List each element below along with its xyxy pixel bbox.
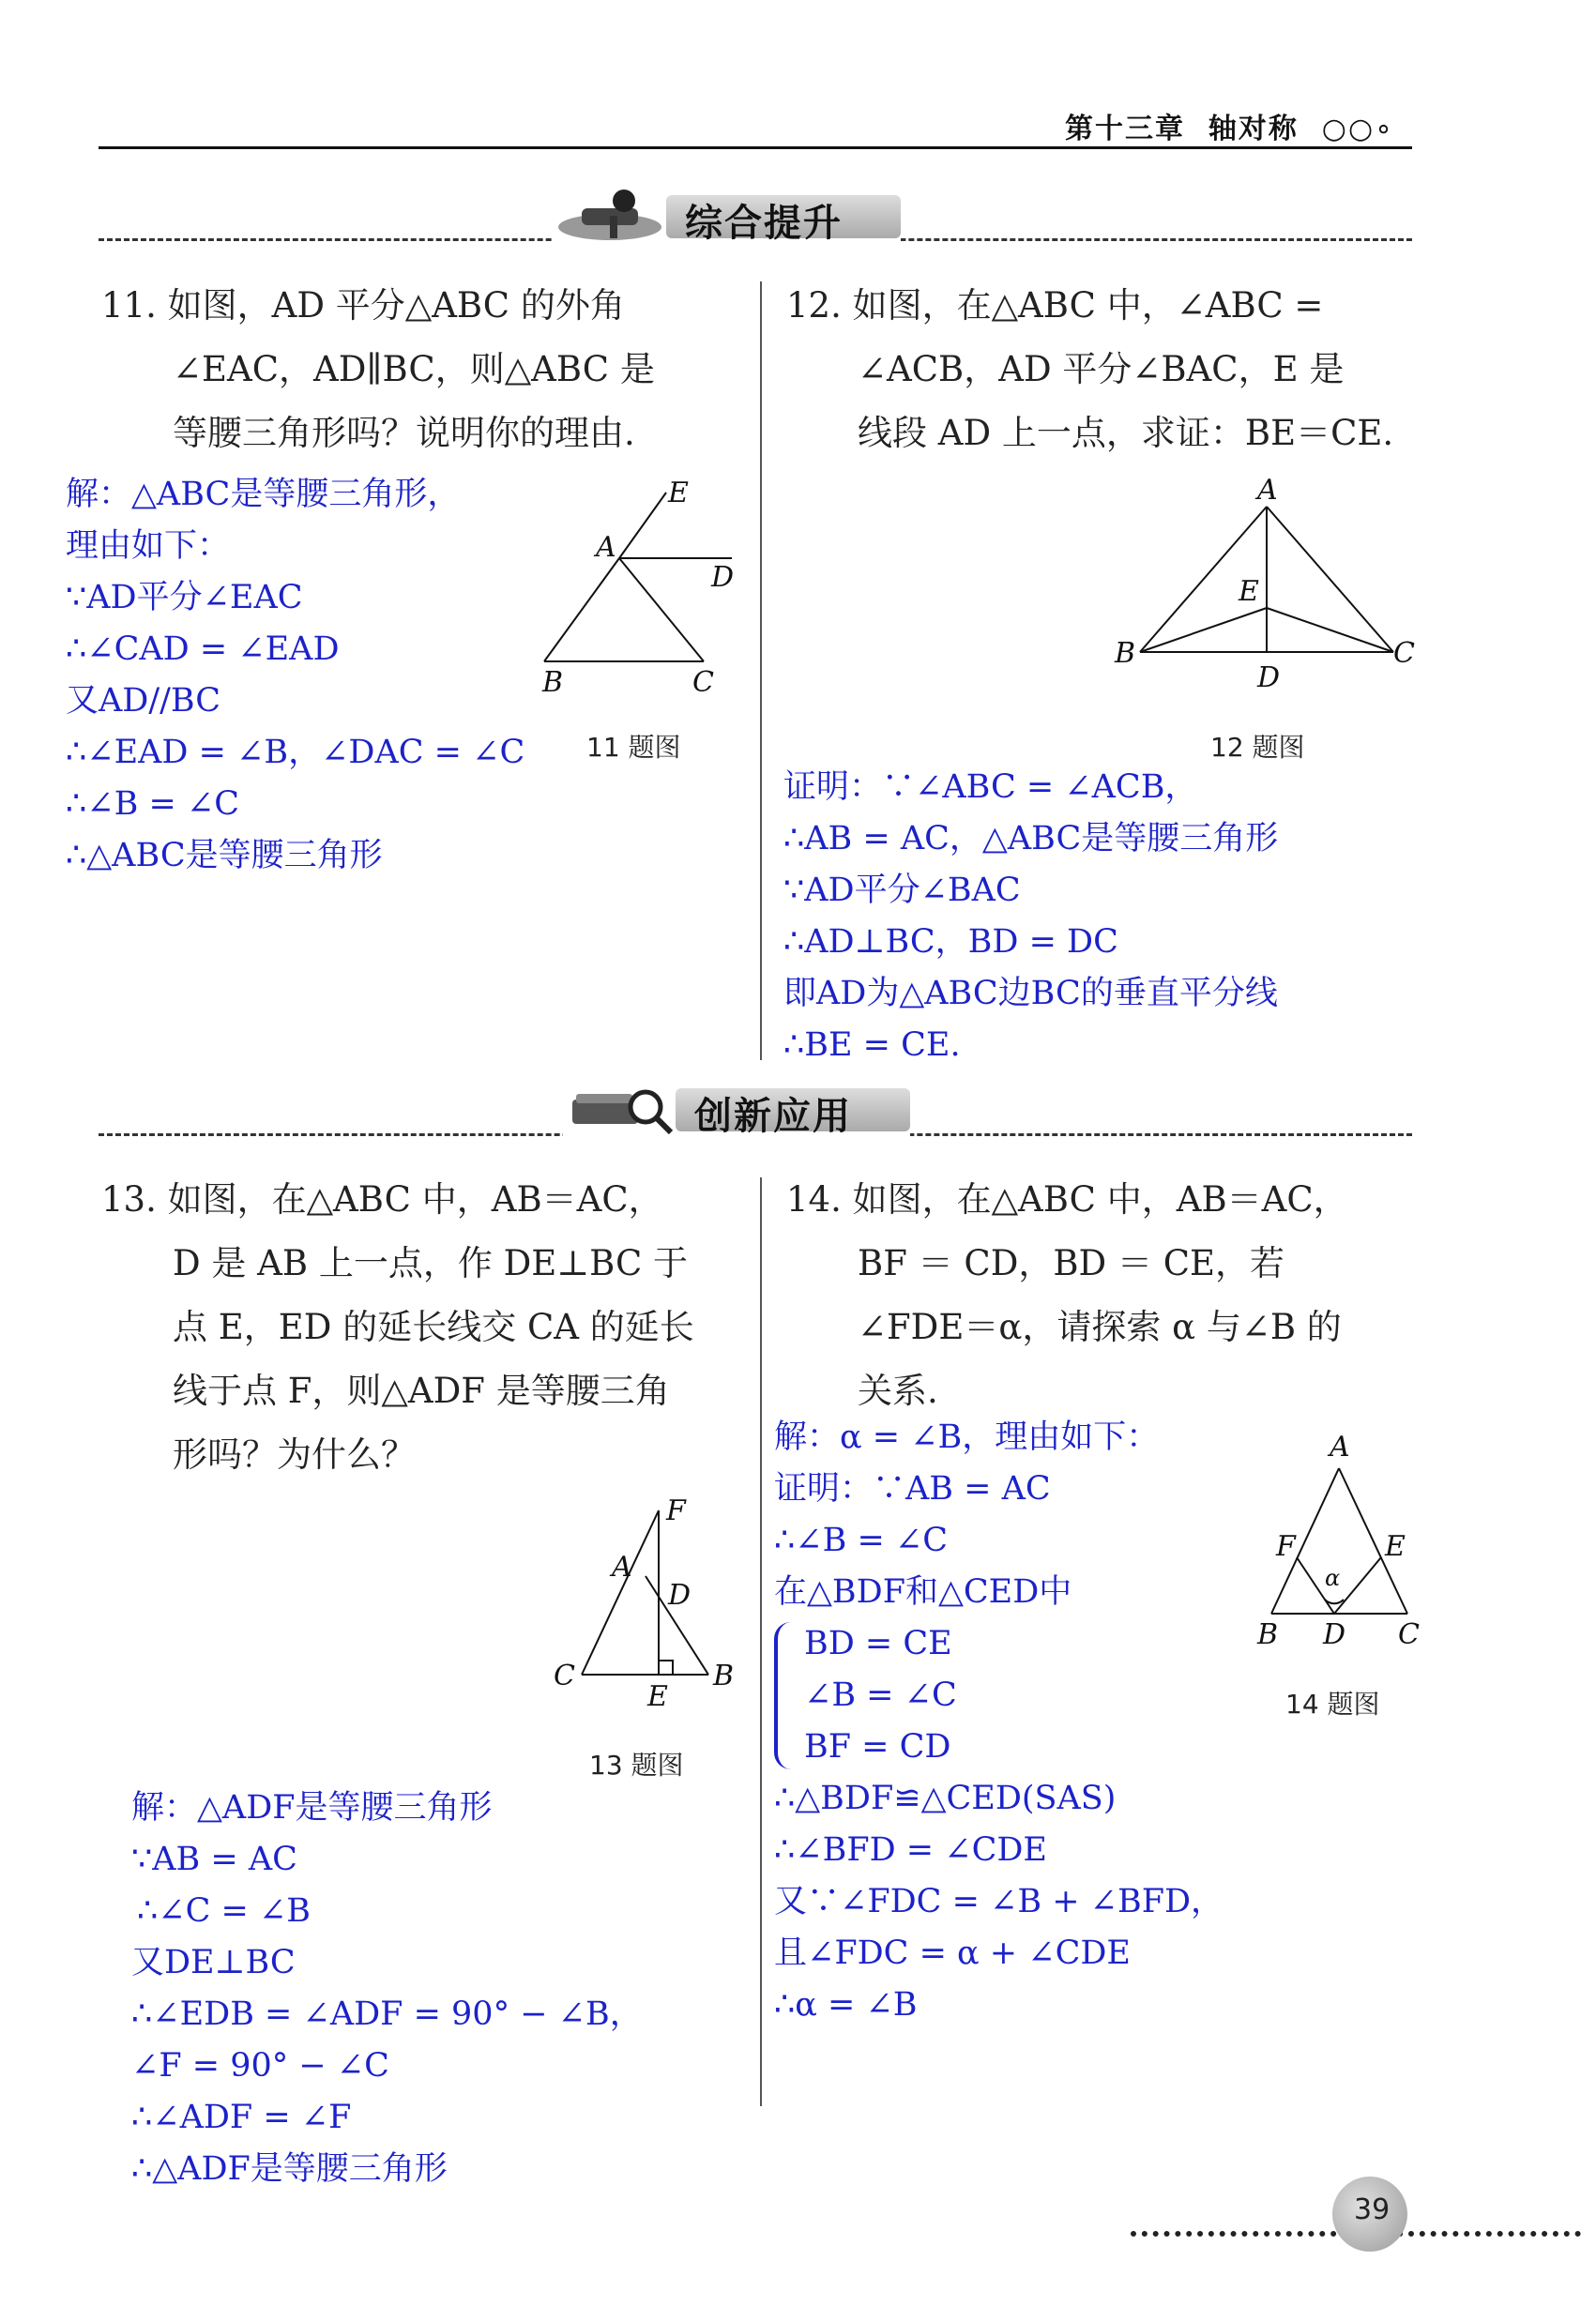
caption-14: 14 题图 (1285, 1689, 1380, 1720)
svg-text:B: B (542, 666, 564, 699)
question-12: 12. 如图，在△ABC 中，∠ABC = ∠ACB，AD 平分∠BAC，E 是 线段 AD 上一点，求证：BE＝CE. (786, 285, 1394, 453)
section-title: 综合提升 (685, 202, 843, 245)
caption-12: 12 题图 (1210, 732, 1305, 763)
left-brace (774, 1622, 798, 1769)
figure-12 (1107, 478, 1426, 694)
svg-text:E: E (647, 1680, 668, 1707)
svg-text:F: F (1276, 1530, 1296, 1563)
figure-14 (1248, 1435, 1436, 1651)
answer-13: 解：△ADF是等腰三角形 ∵AB = AC ∴∠C = ∠B 又DE⊥BC ∴∠EDB = ∠ADF = 90° − ∠B， ∠F = 90° − ∠C ∴∠ADF = ∠F ∴△ADF是等腰三角形 (131, 1789, 643, 2188)
column-divider (760, 1177, 762, 2106)
svg-text:C: C (554, 1660, 575, 1692)
svg-text:E: E (668, 477, 689, 509)
question-14: 14. 如图，在△ABC 中，AB＝AC， BF ＝ CD，BD ＝ CE，若 ∠FDE＝α，请探索 α 与∠B 的 关系. (786, 1179, 1348, 1411)
figure-11 (525, 474, 751, 704)
column-divider (760, 281, 762, 1060)
svg-text:D: D (711, 561, 735, 594)
caption-13: 13 题图 (589, 1750, 684, 1781)
svg-text:α: α (1325, 1565, 1341, 1591)
section-banner (563, 1081, 910, 1139)
section-title: 创新应用 (694, 1095, 852, 1138)
svg-text:E: E (1385, 1530, 1406, 1563)
svg-text:B: B (1257, 1618, 1279, 1651)
svg-text:F: F (666, 1494, 686, 1527)
figure-13 (544, 1492, 751, 1707)
svg-text:B: B (1115, 637, 1136, 670)
svg-text:C: C (1398, 1618, 1420, 1651)
svg-text:A: A (1257, 478, 1278, 507)
telescope-icon (554, 188, 666, 246)
caption-11: 11 题图 (586, 732, 681, 763)
svg-text:C: C (692, 666, 714, 699)
header-rule (99, 146, 1412, 149)
brace-group: BD = CE ∠B = ∠C BF = CD (774, 1618, 1224, 1773)
page-number: 39 (1354, 2193, 1391, 2226)
answer-12: 证明：∵∠ABC = ∠ACB， ∴AB = AC，△ABC是等腰三角形 ∵AD平分∠BAC ∴AD⊥BC，BD = DC 即AD为△ABC边BC的垂直平分线 ∴BE = CE. (783, 768, 1279, 1064)
svg-text:E: E (1239, 575, 1259, 608)
question-13: 13. 如图，在△ABC 中，AB＝AC， D 是 AB 上一点，作 DE⊥BC 于 点 E，ED 的延长线交 CA 的延长 线于点 F，则△ADF 是等腰三角 形吗？为什么？ (101, 1179, 694, 1475)
svg-text:A: A (612, 1551, 632, 1584)
svg-text:D: D (1323, 1618, 1346, 1651)
svg-text:D: D (668, 1579, 692, 1612)
svg-text:B: B (713, 1660, 735, 1692)
section-banner (554, 188, 901, 246)
answer-14: 解：α = ∠B，理由如下： 证明：∵AB = AC ∴∠B = ∠C 在△BDF和△CED中 BD = CE ∠B = ∠C BF = CD ∴△BDF≌△CED(SAS) ∴∠BFD = ∠CDE 又∵∠FDC = ∠B + ∠BFD， 且∠FDC = α + ∠CDE ∴α = ∠B (774, 1418, 1224, 2024)
svg-text:A: A (1330, 1435, 1350, 1464)
question-11: 11. 如图，AD 平分△ABC 的外角 ∠EAC，AD∥BC，则△ABC 是 等腰三角形吗？说明你的理由. (101, 285, 655, 453)
svg-text:A: A (596, 531, 616, 564)
magnifier-icon (563, 1081, 676, 1139)
chapter-label: 第十三章 轴对称 ○○∘ (1065, 113, 1394, 145)
svg-text:D: D (1257, 661, 1281, 694)
answer-11: 解：△ABC是等腰三角形， 理由如下： ∵AD平分∠EAC ∴∠CAD = ∠EAD 又AD//BC ∴∠EAD = ∠B，∠DAC = ∠C ∴∠B = ∠C ∴△ABC是等腰三角形 (66, 476, 525, 874)
svg-text:C: C (1393, 637, 1415, 670)
